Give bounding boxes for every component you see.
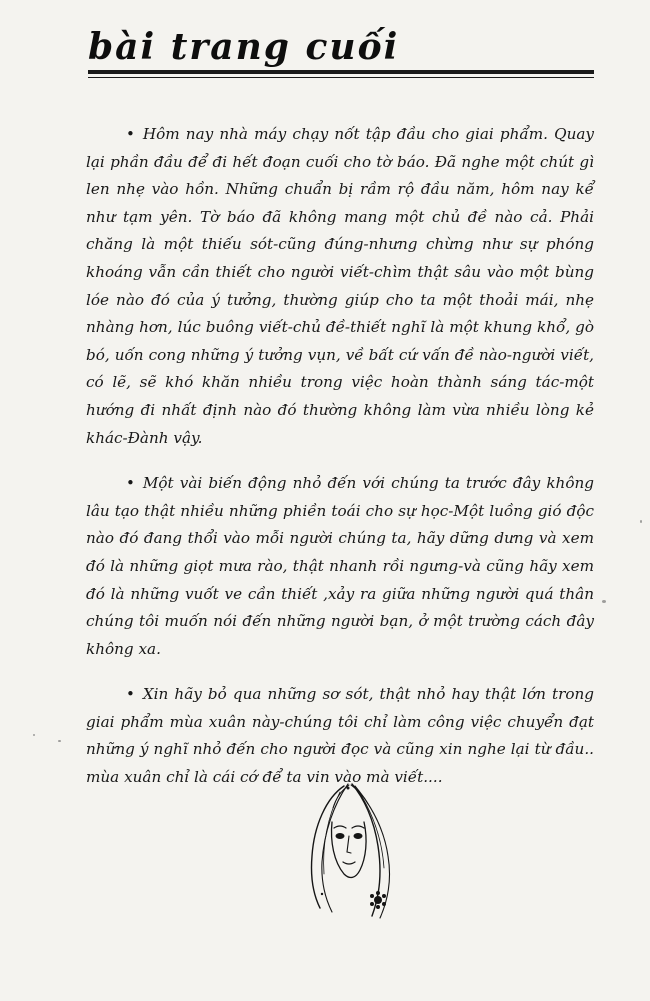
bullet-icon: • [126,125,135,143]
title-rule-thick [88,70,594,74]
title-rule-thin [88,77,594,78]
paragraph-text: Một vài biến động nhỏ đến với chúng ta trước đây không lâu tạo thật nhiều những phiền toái cho sự học-Một luồng gió độc nào đó đang thổi vào mỗi người chúng ta, hãy dững dưng và xem đó là những giọt mưa rào, thật nhanh rồi ngưng-và cũng hãy xem đó là những vuốt ve cần thiết ,xảy ra giữa những người quá thân chúng tôi muốn nói đến những người bạn, ở một trường cách đây không xa. [86,474,594,658]
paragraph-1 [86,121,594,452]
scan-speck [33,734,35,736]
page-title: bài trang cuối [88,26,400,68]
paragraph-text: Hôm nay nhà máy chạy nốt tập đầu cho giai phẩm. Quay lại phần đầu để đi hết đoạn cuối cho tờ báo. Đã nghe một chút gì len nhẹ vào hồn. Những chuẩn bị rầm rộ đầu năm, hôm nay kể như tạm yên. Tờ báo đã không mang một chủ đề nào cả. Phải chăng là một thiếu sót-cũng đúng-nhưng chừng như sự phóng khoáng vẫn cần thiết cho người viết-chìm thật sâu vào một bùng lóe nào đó của ý tưởng, thường giúp cho ta một thoải mái, nhẹ nhàng hơn, lúc buông viết-chủ đề-thiết nghĩ là một khung khổ, gò bó, uốn cong những ý tưởng vụn, về bất cứ vấn đề nào-người viết, có lẽ, sẽ khó khăn nhiều trong việc hoàn thành sáng tác-một hướng đi nhất định nào đó thường không làm vừa nhiều lòng kẻ khác-Đành vậy. [86,125,594,447]
article-body [86,121,594,810]
bullet-icon: • [126,685,135,704]
paragraph-2 [86,470,594,663]
scan-speck [640,520,642,523]
scan-speck [58,740,61,742]
scan-speck [602,600,606,603]
woman-face-illustration [292,776,412,924]
bullet-icon: • [126,474,135,493]
paragraph-text: Xin hãy bỏ qua những sơ sót, thật nhỏ hay thật lớn trong giai phẩm mùa xuân này-chúng tôi chỉ làm công việc chuyển đạt những ý nghĩ nhỏ đến cho người đọc và cũng xin nghe lại từ đầu.. mùa xuân chỉ là cái cớ để ta vin vào mà viết.... [86,685,594,787]
